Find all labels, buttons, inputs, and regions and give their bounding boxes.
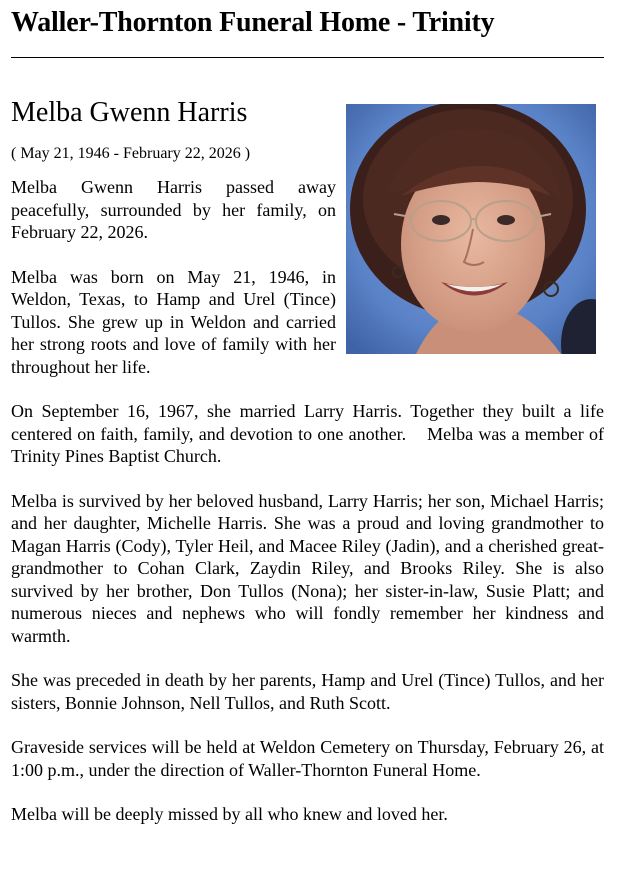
site-title: Waller-Thornton Funeral Home - Trinity (11, 7, 495, 38)
portrait-image (346, 104, 596, 354)
obituary (11, 96, 609, 826)
header-divider (11, 57, 604, 58)
obituary-paragraph: On September 16, 1967, she married Larry Harris. Together they built a life centered on faith, family, and devotion to one another. Melba was a member of Trinity Pines Baptist Church. (11, 401, 609, 466)
obituary-paragraph: Melba was born on May 21, 1946, in Weldon, Texas, to Hamp and Urel (Tince) Tullos. She grew up in Weldon and carried her strong roots and love of family with her throughout her life. (11, 266, 336, 377)
obituary-paragraph: She was preceded in death by her parents, Hamp and Urel (Tince) Tullos, and her sisters, Bonnie Johnson, Nell Tullos, and Ruth Scott. (11, 670, 604, 713)
obituary-paragraph: Melba Gwenn Harris passed away peacefully, surrounded by her family, on February 22, 2026. (11, 177, 336, 242)
obituary-paragraph: Melba will be deeply missed by all who knew and loved her. (11, 804, 448, 824)
obituary-paragraph: Melba is survived by her beloved husband, Larry Harris; her son, Michael Harris; and her daughter, Michelle Harris. She was a proud and loving grandmother to Magan Harris (Cody), Tyler Heil, and Macee Riley (Jadin), and a cherished great-grandmother to Cohan Clark, Zaydin Riley, and Brooks Riley. She is also survived by her brother, Don Tullos (Nona); her sister-in-law, Susie Platt; and numerous nieces and nephews who will fondly remember her kindness and warmth. (11, 490, 604, 646)
portrait-photo (346, 104, 596, 354)
deceased-name: Melba Gwenn Harris (11, 97, 248, 128)
life-dates: ( May 21, 1946 - February 22, 2026 ) (11, 145, 251, 162)
obituary-paragraph: Graveside services will be held at Weldon Cemetery on Thursday, February 26, at 1:00 p.m., under the direction of Waller-Thornton Funeral Home. (11, 737, 604, 780)
